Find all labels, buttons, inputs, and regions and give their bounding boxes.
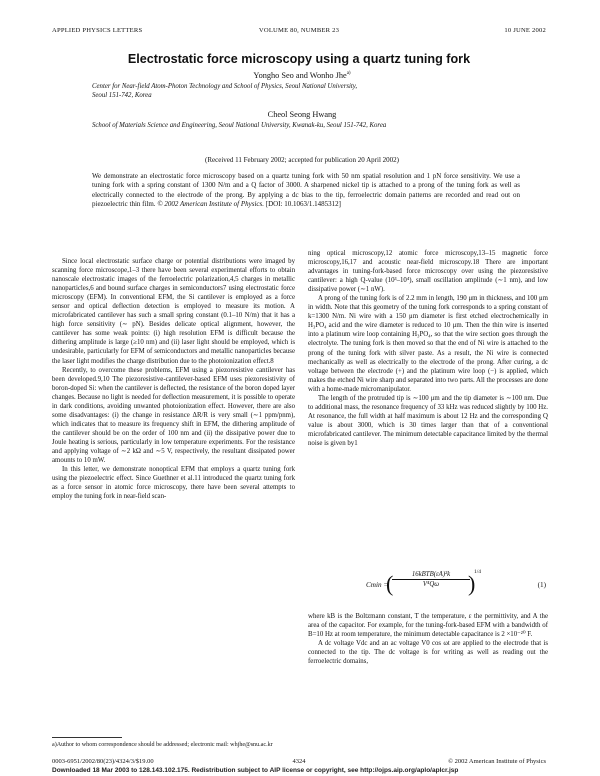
footnote: a)Author to whom correspondence should be addressed; electronic mail: whjhe@snu.ac.kr <box>52 742 273 748</box>
right-paren: ) <box>468 571 476 596</box>
right-column-continued <box>308 612 548 666</box>
authors-group-1 <box>92 71 512 80</box>
running-header <box>52 27 546 37</box>
abstract <box>92 172 520 209</box>
equation-power: 1/4 <box>474 569 482 575</box>
equation-fraction <box>392 571 470 588</box>
equation-number: (1) <box>537 581 546 589</box>
equation-numerator: 16kBTB(εA)²k <box>392 571 470 580</box>
left-column <box>52 257 295 501</box>
left-paren: ( <box>386 571 394 596</box>
paragraph: A prong of the tuning fork is of 2.2 mm in length, 190 μm in thickness, and 100 μm in width. Note that this geometry of the tuning fork corresponds to a spring constant of k=1300 N/m. Ni wire with a 150 μm diameter is first etched electrochemically in H₃PO₄ acid and the wire diameter is reduced to 10 μm. Then the thin wire is inserted into a platinum wire loop containing H₃PO₄, so that the wire section goes through the electrolyte. The tuning fork is then moved so that the end of Ni wire is attached to the prong of the tuning fork with silver paste. As a result, the Ni wire is connected mechanically as well as electrically to the electrode of the prong. After curing, a dc voltage between the electrode (+) and the platinum wire loop (−) is applied, which makes the etched Ni wire sharp and separated into two parts. All the processes are done with a home-made micromanipulator. <box>308 295 548 393</box>
page-number: 4324 <box>292 758 306 765</box>
affiliation-2: School of Materials Science and Engineering, Seoul National University, Kwanak-ku, Seoul 151-742, Korea <box>92 122 387 129</box>
paragraph: The length of the protruded tip is ∼100 μm and the tip diameter is ∼100 nm. Due to additional mass, the resonance frequency of 33 kHz was reduced slightly by 100 Hz. At resonance, the full width at half maximum is about 12 Hz and the corresponding Q value is about 3000, which is 30 times larger than that of a conventional microfabricated cantilever. The minimum detectable capacitance limited by the thermal noise is given by1 <box>308 394 548 447</box>
volume-info: VOLUME 80, NUMBER 23 <box>258 27 340 34</box>
authors-group-2: Cheol Seong Hwang <box>267 110 337 119</box>
abstract-copyright: © 2002 American Institute of Physics. <box>157 199 264 208</box>
equation-1 <box>308 569 548 603</box>
abstract-doi: [DOI: 10.1063/1.1485312] <box>265 199 341 208</box>
paragraph: where kB is the Boltzmann constant, T the temperature, ε the permittivity, and A the area of the capacitor. For example, for the tuning-fork-based EFM with a bandwidth of B=10 Hz at room temperature, the minimum detectable capacitance is 2 ×10⁻²⁰ F. <box>308 613 548 639</box>
affiliation-1-line-1: Center for Near-field Atom-Photon Technology and School of Physics, Seoul National University, <box>92 83 358 90</box>
footer-copyright: © 2002 American Institute of Physics <box>448 758 546 765</box>
abstract-text: We demonstrate an electrostatic force microscopy based on a quartz tuning fork with 50 nm spatial resolution and 1 pN force sensitivity. We use a tuning fork with a spring constant of 1300 N/m and a Q factor of 3000. A sharpened nickel tip is attached to a prong of the tuning fork as well as electrically connected to the electrode of the prong. By applying a dc bias to the tip, ferroelectric domain patterns are recorded and read out on piezoelectric thin film. <box>92 172 520 208</box>
author-footnote-mark: a) <box>346 71 351 77</box>
paragraph: Recently, to overcome these problems, EFM using a piezoresistive cantilever has been developed.9,10 The piezoresistive-cantilever-based EFM uses piezoresistivity of boron-doped Si: when the cantilever is deflected, the resistance of the boron doped layer changes. Because no light is needed for deflection measurement, it is possible to operate in dark conditions, avoiding unwanted photoionization effect. However, there are also some disadvantages: (i) the change in resistance ΔR/R is very small (∼1 ppm/pnm), which indicates that to measure its frequency shift in EFM, the dithering amplitude of the cantilever should be on the order of 100 nm and (ii) the dissipative power due to Joule heating is serious, particularly in low temperature experiments. For the resistance and applying voltage of ∼2 kΩ and ∼5 V, respectively, the resultant dissipated power amounts to 10 mW. <box>52 366 295 465</box>
equation-denominator: V⁴Qω <box>422 581 440 588</box>
paragraph: A dc voltage Vdc and an ac voltage V0 cos ωt are applied to the electrode that is connected to the tip. The dc voltage is for writing as well as reading out the ferroelectric domains, <box>308 640 548 666</box>
page-footer <box>52 758 546 767</box>
right-column <box>308 249 548 448</box>
footnote-rule <box>52 737 122 738</box>
download-notice: Downloaded 18 Mar 2003 to 128.143.102.175. Redistribution subject to AIP license or copyright, see http://ojps.aip.org/aplo/aplcr.jsp <box>52 767 459 774</box>
paper-title: Electrostatic force microscopy using a quartz tuning fork <box>127 52 471 66</box>
equation-lhs: Cmin = <box>366 581 389 589</box>
paragraph: In this letter, we demonstrate nonoptical EFM that employs a quartz tuning fork using the piezoelectric effect. Since Guethner et al.11 introduced the quartz tuning fork as a force sensor in atomic force microscopy, there have been several attempts to employ the tuning fork in near-field scan- <box>52 466 295 501</box>
affiliation-1-line-2: Seoul 151-742, Korea <box>92 92 152 99</box>
affiliation-1 <box>92 82 512 100</box>
paragraph: Since local electrostatic surface charge or potential distributions were imaged by scanning force microscope,1–3 there have been several experimental efforts to obtain nanoscale electrostatic images of the ferroelectric polarization,4,5 charges in metallic nanoparticles,6 and bound surface charges in semiconductors7 using electrostatic force microscopy (EFM). In conventional EFM, the Si cantilever is employed as a force sensor and optical deflection detection is employed to measure its motion. A microfabricated cantilever has such a small spring constant (0.1–10 N/m) that it has a high force sensitivity (∼ pN). Besides delicate optical alignment, however, the cantilever has some weak points: (i) high resolution EFM is difficult because the dithering amplitude is large (≥10 nm) and (ii) laser light should be employed, which is undesirable, particularly for EFM of semiconductors and metallic nanoparticles because the laser light modifies the charge distribution due to the photoionization effect.8 <box>52 258 295 365</box>
author-names: Yongho Seo and Wonho Jhe <box>253 71 347 80</box>
received-dates: (Received 11 February 2002; accepted for publication 20 April 2002) <box>205 156 399 164</box>
issue-date: 10 JUNE 2002 <box>504 27 546 34</box>
paragraph: ning optical microscopy,12 atomic force microscopy,13–15 magnetic force microscopy,16,17 and acoustic near-field microscopy.18 There are important advantages in tuning-fork-based force microscopy over using the piezoresistive cantilever: a high Q-value (10³–10⁴), small oscillation amplitude (∼1 nm), and low dissipative power (∼1 nW). <box>308 250 548 294</box>
journal-name: APPLIED PHYSICS LETTERS <box>52 27 143 34</box>
footer-code: 0003-6951/2002/80(23)/4324/3/$19.00 <box>52 758 154 765</box>
